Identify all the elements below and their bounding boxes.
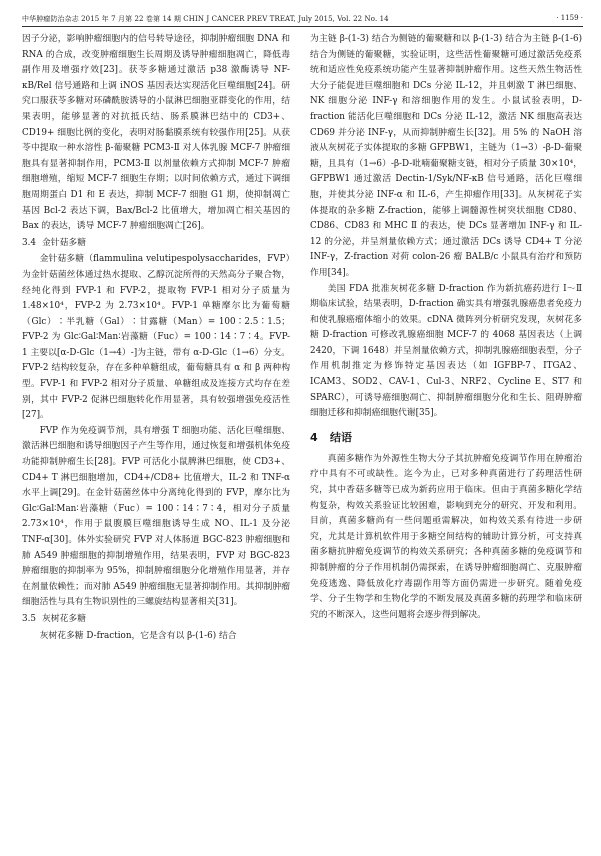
section-heading-4 xyxy=(310,430,582,446)
paragraph: 金针菇多糖（flammulina velutipespolysaccharides，FVP）为金针菇菌丝体通过热水提取、乙醇沉淀所得的天然高分子聚合物，经纯化得到 FVP-1 和 FVP-2，提取物 FVP-1 相对分子质量为 1.48×10⁴，FVP-2 为 2.73×10⁴。FVP-1 单糖摩尔比为葡萄糖（Glc）∶半乳糖（Gal）∶甘露糖（Man）= 100∶2.5∶1.5；FVP-2 为 Glc∶Gal∶Man∶岩藻糖（Fuc）= 100∶14∶7∶4。FVP-1 主要以[α-D-Glc（1→4）-]为主链，带有 α-D-Glc（1→6）分支。FVP-2 结构较复杂，存在多种单糖组成，葡萄糖具有 α 和 β 两种构型。FVP-1 和 FVP-2 相对分子质量、单糖组成及连接方式均存在差别，其中 FVP-2 促淋巴细胞转化作用显著，具有较强增强免疫活性[27]。 xyxy=(22,254,290,421)
paragraph: 为主链 β-(1-3) 结合为侧链的葡聚糖和以 β-(1-3) 结合为主链 β-(1-6) 结合为侧链的葡聚糖，实验证明，这些活性葡聚糖可通过激活免疫系统和适应性免疫系统功能产生显著抑制肿瘤作用。这些天然生物活性大分子能促进巨噬细胞和 DCs 分泌 IL-12，并且刺激 T 淋巴细胞、NK 细胞分泌 INF-γ 和溶细胞作用的发生。小鼠试验表明，D-fraction 能活化巨噬细胞和 DCs 分泌 IL-12，激活 NK 细胞高表达 CD69 并分泌 INF-γ，从而抑制肿瘤生长[32]。用 5% 的 NaOH 溶液从灰树花子实体提取的多糖 GFPBW1，主链为（1→3）-β-D-葡聚糖，且具有（1→6）-β-D-吡喃葡聚糖支链，相对分子质量 30×10⁴，GFPBW1 通过激活 Dectin-1/Syk/NF-κB 信号通路，活化巨噬细胞，并使其分泌 INF-α 和 IL-6，产生抑瘤作用[33]。从灰树花子实体提取的杂多糖 Z-fraction，能够上调髓源性树突状细胞 CD80、CD86、CD83 和 MHC Ⅱ 的表达，使 DCs 显著增加 INF-γ 和 IL-12 的分泌，并呈剂量依赖方式；通过激活 DCs 诱导 CD4+ T 分泌 INF-γ，Z-fraction 对荷 colon-26 瘤 BALB/c 小鼠具有治疗和预防作用[34]。 xyxy=(310,34,582,278)
paragraph: 美国 FDA 批准灰树花多糖 D-fraction 作为新抗癌药进行 Ⅰ～Ⅱ 期临床试验，结果表明，D-fraction 确实具有增强乳腺癌患者免疫力和使乳腺癌瘤体缩小的效果。cDNA 微阵列分析研究发现，灰树花多糖 D-fraction 可修改乳腺癌细胞 MCF-7 的 4068 基因表达（上调 2420，下调 1648）并呈剂量依赖方式，抑制乳腺癌细胞表型，分子作用机制推定为修饰特定基因表达（如 IGFBP-7、ITGA2、ICAM3、SOD2、CAV-1、Cul-3、NRF2、Cycline E、ST7 和 SPARC），可诱导癌细胞凋亡、抑制肿瘤细胞分化和生长、阻碍肿瘤细胞迁移和抑制癌细胞代谢[35]。 xyxy=(310,283,582,419)
subsection-heading-3-4 xyxy=(22,236,290,252)
left-column xyxy=(22,32,290,644)
paragraph: 因子分泌，影响肿瘤细胞内的信号转导途径，抑制肿瘤细胞 DNA 和 RNA 的合成，改变肿瘤细胞生长周期及诱导肿瘤细胞凋亡，降低毒副作用及增强疗效[23]。获苓多糖通过激活 p38 激酶诱导 NF-κB/Rel 信号通路和上调 iNOS 基因表达实现活化巨噬细胞[24]。研究口服获苓多糖对环磷酰胺诱导的小鼠淋巴细胞亚群变化的作用，结果表明，能够显著的对抗抵氏结、肠系膜淋巴结中的 CD3+、CD19+ 细胞比例的变化，表明对肠黏膜系统有较强作用[25]。从获苓中提取一种水溶性 β-葡聚糖 PCM3-Ⅱ 对人体乳腺 MCF-7 肿瘤细胞具有显著抑制作用，PCM3-Ⅱ 以剂量依赖方式抑制 MCF-7 肿瘤细胞增殖，缩短 MCF-7 细胞生存期；以时间依赖方式，通过下调细胞周期蛋白 D1 和 E 表达，抑制 MCF-7 细胞 G1 期，使抑制凋亡基因 Bcl-2 表达下调，Bax/Bcl-2 比值增大，增加凋亡相关基因的 Bax 的表达，诱导 MCF-7 肿瘤细胞凋亡[26]。 xyxy=(22,34,290,232)
subsection-number: 3.4 xyxy=(22,237,36,248)
subsection-number: 3.5 xyxy=(22,613,36,624)
section-number: 4 xyxy=(310,430,318,444)
page-number: · 1159 · xyxy=(556,14,583,22)
subsection-title: 金针菇多糖 xyxy=(42,237,86,248)
paragraph: FVP 作为免疫调节剂，具有增强 T 细胞功能、活化巨噬细胞、激活淋巴细胞和诱导细胞因子产生等作用，通过恢复和增强机体免疫功能抑制肿瘤生长[28]。FVP 可活化小鼠脾淋巴细胞，使 CD3+、CD4+ T 淋巴细胞增加，CD4+/CD8+ 比值增大，IL-2 和 TNF-α 水平上调[29]。在金针菇菌丝体中分离纯化得到的 FVP，摩尔比为 Glc∶Gal∶Man∶岩藻糖（Fuc）= 100∶14∶7∶4，相对分子质量 2.73×10⁴，作用于鼠腹膜巨噬细胞诱导生成 NO、IL-1 及分泌 TNF-α[30]。体外实验研究 FVP 对人体肠道 BGC-823 肿瘤细胞和肺 A549 肿瘤细胞的抑制增殖作用，结果表明，FVP 对 BGC-823 肿瘤细胞的抑制率为 95%，抑制肿瘤细胞分化增殖作用显著，并存在剂量依赖性；而对肺 A549 肿瘤细胞无显著抑制作用。其抑制肿瘤细胞活性与具有生物识别性的三螺旋结构显著相关[31]。 xyxy=(22,425,290,608)
right-column xyxy=(310,32,582,623)
running-header xyxy=(22,12,583,27)
subsection-heading-3-5 xyxy=(22,612,290,628)
section-title: 结语 xyxy=(330,430,352,444)
subsection-title: 灰树花多糖 xyxy=(42,613,86,624)
paragraph: 真菌多糖作为外源性生物大分子其抗肿瘤免疫调节作用在肿瘤治疗中具有不可或缺性。迄今为止，已对多种真菌进行了药理活性研究，其中香菇多糖等已成为新药应用于临床。但由于真菌多糖化学结构复杂，构效关系验证比较困难，影响到充分的研究、开发和利用。目前，真菌多糖尚有一些问题亟需解决，如构效关系有待进一步研究，尤其是计算机软件用于多糖空间结构的辅助计算分析，可支持真菌多糖抗肿瘤免疫调节的构效关系研究；各种真菌多糖的免疫调节和抑制肿瘤的分子作用机制仍需探索，在诱导肿瘤细胞凋亡、克服肿瘤免疫逃逸、降低放化疗毒副作用等方面仍需进一步研究。随着免疫学、分子生物学和生物化学的不断发展及真菌多糖的药理学和临床研究的不断深入，这些问题将会逐步得到解决。 xyxy=(310,453,582,620)
paragraph: 灰树花多糖 D-fraction，它是含有以 β-(1-6) 结合 xyxy=(39,630,237,641)
journal-citation: 中华肿瘤防治杂志 2015 年 7 月第 22 卷第 14 期 CHIN J CANCER PREV TREAT, July 2015, Vol. 22 No. 14 xyxy=(22,15,389,23)
